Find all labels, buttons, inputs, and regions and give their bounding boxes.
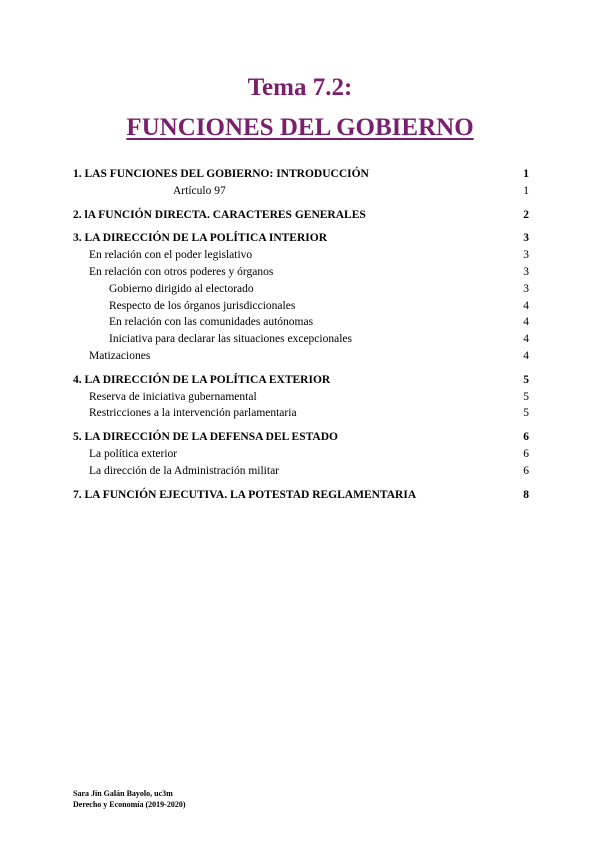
- toc-label: Gobierno dirigido al electorado: [109, 282, 254, 295]
- toc-page: 3: [523, 282, 529, 295]
- toc-label: Artículo 97: [173, 184, 226, 197]
- toc-entry[interactable]: [73, 331, 529, 348]
- toc-entry[interactable]: [73, 372, 529, 389]
- toc-page: 5: [523, 390, 529, 403]
- toc-page: 8: [523, 488, 529, 501]
- toc-label: Matizaciones: [89, 349, 151, 362]
- toc-entry[interactable]: [73, 314, 529, 331]
- document-subtitle: FUNCIONES DEL GOBIERNO: [126, 114, 474, 141]
- toc-label: 2. lA FUNCIÓN DIRECTA. CARACTERES GENERALES: [73, 208, 366, 221]
- toc-page: 4: [523, 349, 529, 362]
- toc-label: La dirección de la Administración militar: [89, 464, 280, 477]
- toc-entry[interactable]: [73, 230, 529, 247]
- toc-page: 5: [523, 407, 529, 420]
- toc-label: Restricciones a la intervención parlamentaria: [89, 407, 297, 420]
- toc-label: Iniciativa para declarar las situaciones excepcionales: [109, 333, 352, 346]
- toc-entry[interactable]: [73, 166, 529, 183]
- table-of-contents: [73, 166, 529, 503]
- page-footer: [73, 788, 186, 810]
- toc-entry[interactable]: [73, 247, 529, 264]
- toc-page: 6: [523, 447, 529, 460]
- toc-page: 3: [523, 232, 529, 245]
- toc-page: 5: [523, 373, 529, 386]
- toc-page: 4: [523, 299, 529, 312]
- toc-label: 5. LA DIRECCIÓN DE LA DEFENSA DEL ESTADO: [73, 431, 338, 444]
- toc-page: 4: [523, 316, 529, 329]
- toc-entry[interactable]: [73, 264, 529, 281]
- document-title: Tema 7.2:: [247, 74, 353, 101]
- footer-author: Sara Jin Galán Bayolo, uc3m: [73, 789, 173, 798]
- toc-entry[interactable]: [73, 429, 529, 446]
- toc-label: 4. LA DIRECCIÓN DE LA POLÍTICA EXTERIOR: [73, 373, 331, 386]
- footer-course: Derecho y Economía (2019-2020): [73, 800, 186, 809]
- toc-label: 1. LAS FUNCIONES DEL GOBIERNO: INTRODUCCIÓN: [73, 168, 369, 180]
- toc-entry[interactable]: [73, 446, 529, 463]
- toc-label: Reserva de iniciativa gubernamental: [89, 390, 257, 403]
- toc-page: 3: [523, 265, 529, 278]
- toc-entry[interactable]: [73, 183, 529, 200]
- toc-label: La política exterior: [89, 447, 178, 460]
- toc-entry[interactable]: [73, 389, 529, 406]
- toc-label: 3. LA DIRECCIÓN DE LA POLÍTICA INTERIOR: [73, 232, 328, 245]
- toc-label: En relación con otros poderes y órganos: [89, 265, 274, 278]
- toc-label: En relación con el poder legislativo: [89, 249, 253, 262]
- toc-entry[interactable]: [73, 298, 529, 315]
- toc-page: 1: [523, 184, 529, 197]
- toc-entry[interactable]: [73, 487, 529, 504]
- toc-entry[interactable]: [73, 348, 529, 365]
- toc-page: 2: [523, 208, 529, 221]
- toc-entry[interactable]: [73, 207, 529, 224]
- toc-page: 6: [523, 431, 529, 444]
- toc-page: 1: [523, 168, 529, 180]
- toc-page: 4: [523, 333, 529, 346]
- toc-label: 7. LA FUNCIÓN EJECUTIVA. LA POTESTAD REGLAMENTARIA: [73, 488, 417, 501]
- toc-entry[interactable]: [73, 463, 529, 480]
- toc-page: 3: [523, 249, 529, 262]
- toc-entry[interactable]: [73, 405, 529, 422]
- toc-label: En relación con las comunidades autónomas: [109, 316, 314, 329]
- toc-entry[interactable]: [73, 281, 529, 298]
- toc-page: 6: [523, 464, 529, 477]
- toc-label: Respecto de los órganos jurisdiccionales: [109, 299, 296, 312]
